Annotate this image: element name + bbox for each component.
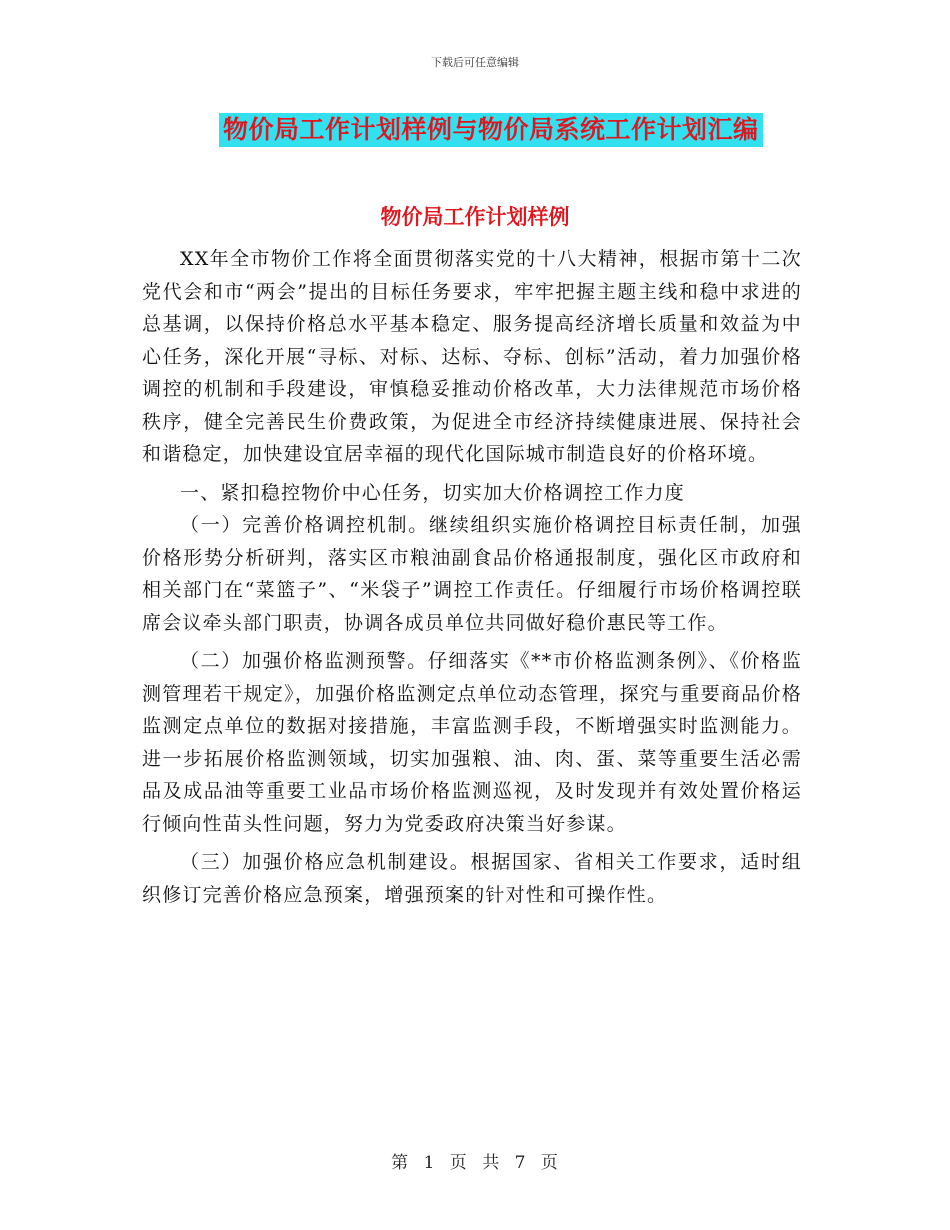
page-label-prefix: 第 xyxy=(391,1153,410,1173)
page-label-suffix: 页 xyxy=(540,1153,559,1173)
main-title-wrap xyxy=(219,113,763,147)
paragraph-item-2: （二）加强价格监测预警。仔细落实《**市价格监测条例》、《价格监测管理若干规定》，加强价格监测定点单位动态管理，探究与重要商品价格监测定点单位的数据对接措施，丰富监测手段，不断增强实时监测能力。进一步拓展价格监测领域，切实加强粮、油、肉、蛋、菜等重要生活必需品及成品油等重要工业品市场价格监测巡视，及时发现并有效处置价格运行倾向性苗头性问题，努力为党委政府决策当好参谋。 xyxy=(142,650,802,835)
paragraph-item-1: （一）完善价格调控机制。继续组织实施价格调控目标责任制，加强价格形势分析研判，落实区市粮油副食品价格通报制度，强化区市政府和相关部门在“菜篮子”、“米袋子”调控工作责任。仔细履行市场价格调控联席会议牵头部门职责，协调各成员单位共同做好稳价惠民等工作。 xyxy=(142,514,802,634)
page-total: 7 xyxy=(514,1153,527,1173)
page-label-mid: 页 xyxy=(449,1153,468,1173)
page-footer xyxy=(0,1148,950,1173)
document-body xyxy=(142,243,802,917)
page-current: 1 xyxy=(423,1153,436,1173)
paragraph-intro: XX年全市物价工作将全面贯彻落实党的十八大精神，根据市第十二次党代会和市“两会”提出的目标任务要求，牢牢把握主题主线和稳中求进的总基调，以保持价格总水平基本稳定、服务提高经济增长质量和效益为中心任务，深化开展“寻标、对标、达标、夺标、创标”活动，着力加强价格调控的机制和手段建设，审慎稳妥推动价格改革，大力法律规范市场价格秩序，健全完善民生价费政策，为促进全市经济持续健康进展、保持社会和谐稳定，加快建设宜居幸福的现代化国际城市制造良好的价格环境。 xyxy=(142,248,802,465)
main-title: 物价局工作计划样例与物价局系统工作计划汇编 xyxy=(219,113,763,147)
section-title: 物价局工作计划样例 xyxy=(380,204,570,229)
page-total-prefix: 共 xyxy=(482,1153,501,1173)
header-note: 下载后可任意编辑 xyxy=(431,56,519,69)
paragraph-heading-1: 一、紧扣稳控物价中心任务，切实加大价格调控工作力度 xyxy=(180,481,686,504)
paragraph-item-3: （三）加强价格应急机制建设。根据国家、省相关工作要求，适时组织修订完善价格应急预案，增强预案的针对性和可操作性。 xyxy=(142,851,802,906)
